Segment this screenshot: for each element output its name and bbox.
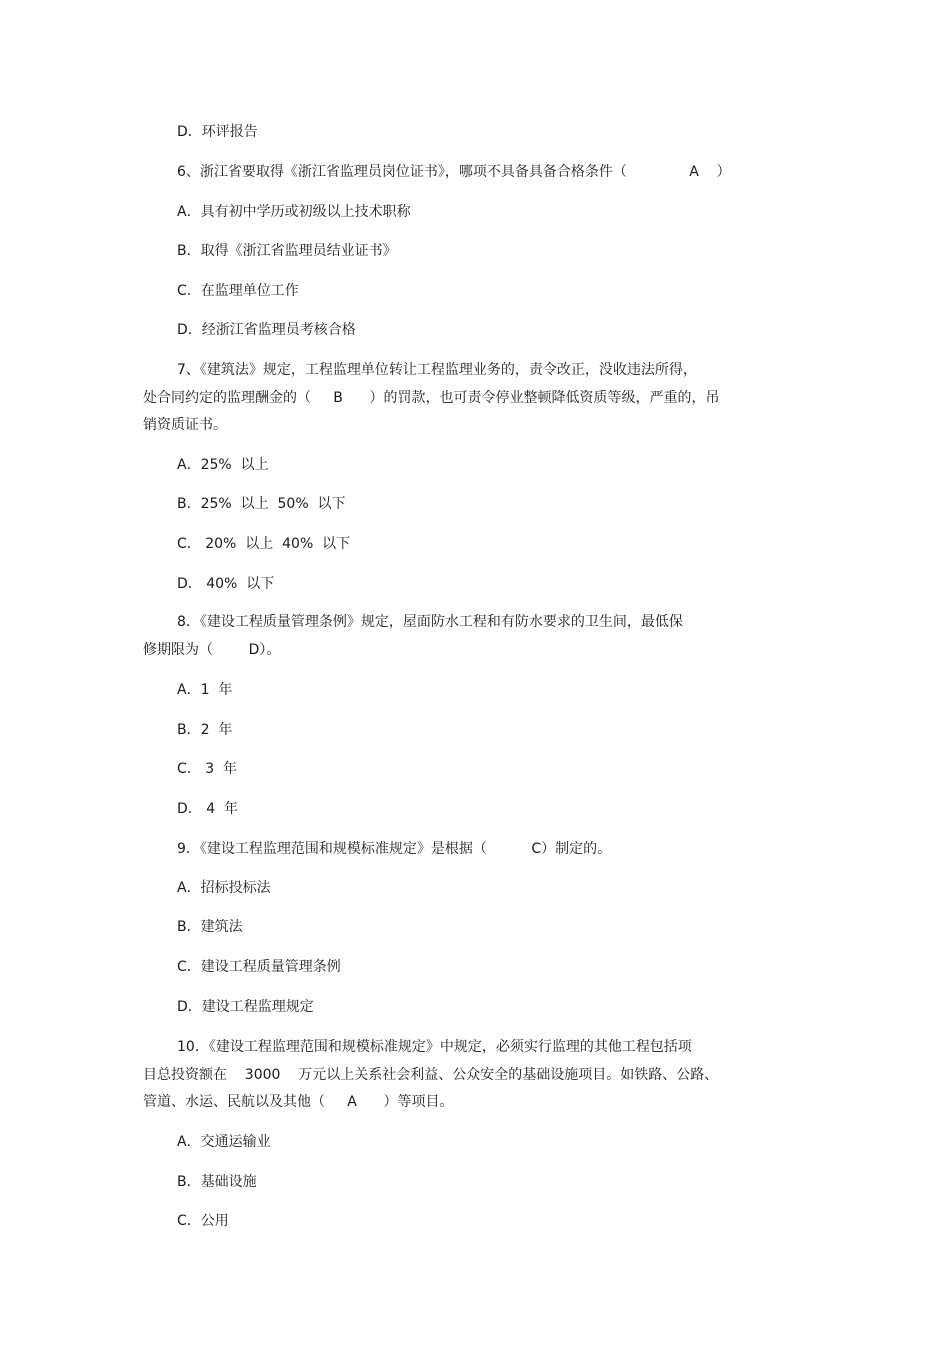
question-6: 6、浙江省要取得《浙江省监理员岗位证书》，哪项不具备具备合格条件（ A ） bbox=[177, 164, 731, 180]
question-10-line-3: 管道、水运、民航以及其他（ A ）等项目。 bbox=[143, 1094, 454, 1110]
option-6c: C．在监理单位工作 bbox=[177, 283, 299, 299]
option-9b: B．建筑法 bbox=[177, 919, 243, 935]
question-7-line-1: 7、《建筑法》规定，工程监理单位转让工程监理业务的，责令改正，没收违法所得， bbox=[177, 362, 697, 378]
question-7-line-3: 销资质证书。 bbox=[143, 417, 227, 433]
option-8c: C． 3 年 bbox=[177, 761, 238, 777]
option-7c: C． 20% 以上 40% 以下 bbox=[177, 536, 351, 552]
option-10b: B．基础设施 bbox=[177, 1174, 257, 1190]
option-9a: A．招标投标法 bbox=[177, 880, 271, 896]
option-7d: D． 40% 以下 bbox=[177, 576, 275, 592]
option-9c: C．建设工程质量管理条例 bbox=[177, 959, 341, 975]
question-8-line-2: 修期限为（ D）。 bbox=[143, 642, 281, 658]
option-6b: B．取得《浙江省监理员结业证书》 bbox=[177, 243, 397, 259]
option-6d: D．经浙江省监理员考核合格 bbox=[177, 322, 356, 338]
option-9d: D．建设工程监理规定 bbox=[177, 999, 314, 1015]
option-8d: D． 4 年 bbox=[177, 801, 239, 817]
question-8-line-1: 8．《建设工程质量管理条例》规定，屋面防水工程和有防水要求的卫生间，最低保 bbox=[177, 614, 683, 630]
option-8a: A．1 年 bbox=[177, 682, 233, 698]
option-7a: A．25% 以上 bbox=[177, 457, 269, 473]
question-7-line-2: 处合同约定的监理酬金的（ B ）的罚款，也可责令停业整顿降低资质等级，严重的，吊 bbox=[143, 390, 720, 406]
question-10-line-2: 目总投资额在 3000 万元以上关系社会利益、公众安全的基础设施项目。如铁路、公路、 bbox=[143, 1067, 719, 1083]
question-9: 9．《建设工程监理范围和规模标准规定》是根据（ C）制定的。 bbox=[177, 841, 612, 857]
option-7b: B．25% 以上 50% 以下 bbox=[177, 496, 346, 512]
option-10a: A．交通运输业 bbox=[177, 1134, 271, 1150]
option-d-prev: D．环评报告 bbox=[177, 124, 258, 140]
option-6a: A．具有初中学历或初级以上技术职称 bbox=[177, 204, 411, 220]
option-10c: C．公用 bbox=[177, 1213, 229, 1229]
option-8b: B．2 年 bbox=[177, 722, 233, 738]
question-10-line-1: 10．《建设工程监理范围和规模标准规定》中规定，必须实行监理的其他工程包括项 bbox=[177, 1039, 692, 1055]
